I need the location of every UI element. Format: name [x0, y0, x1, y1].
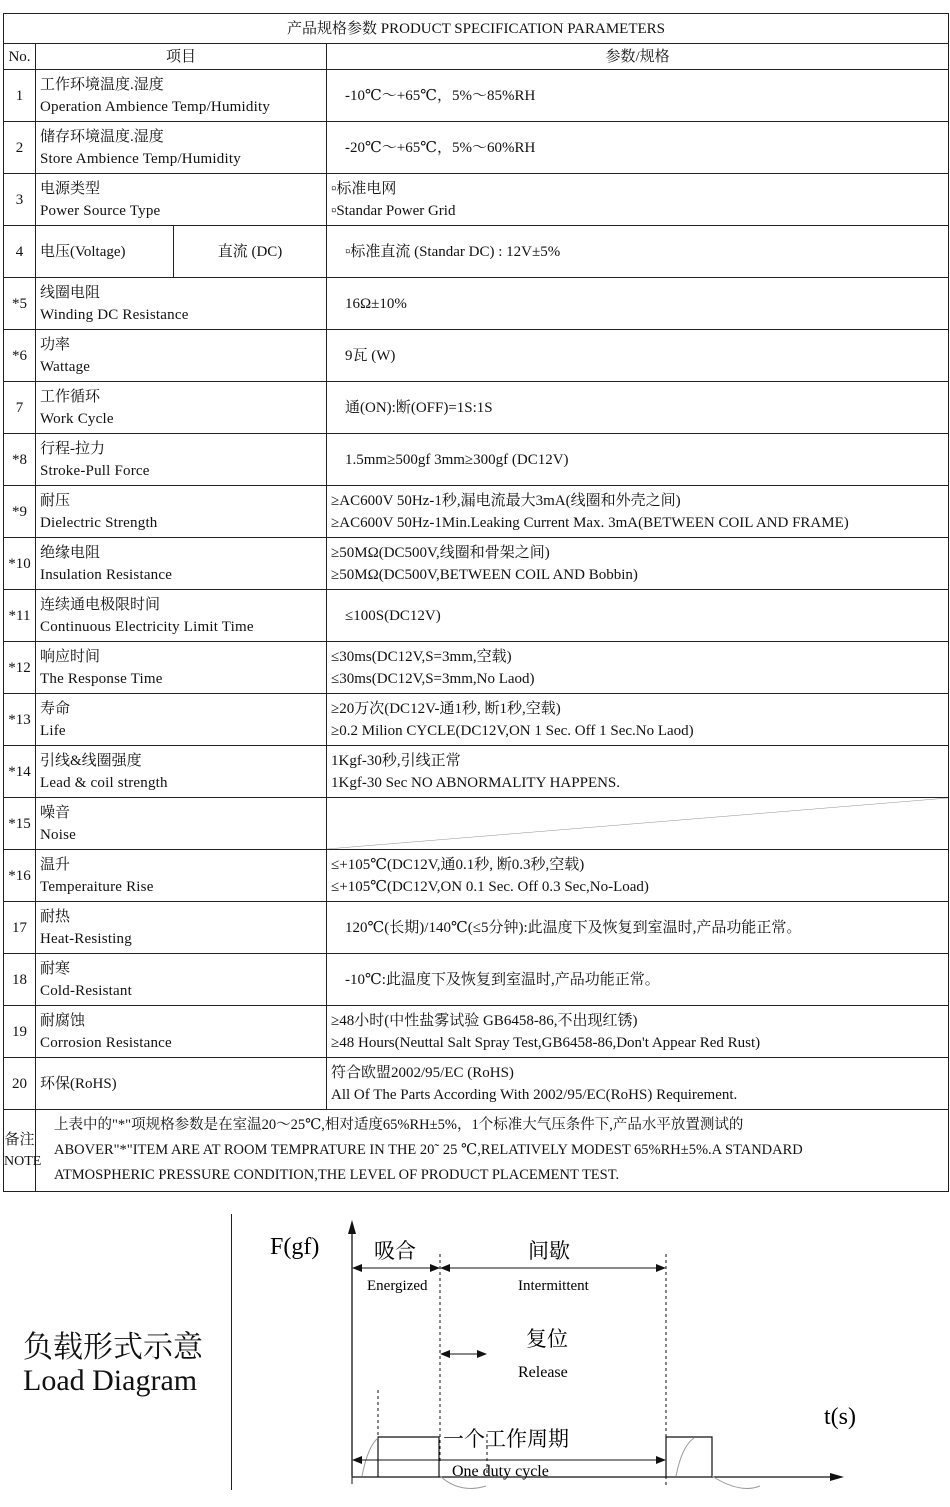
intermittent-en: Intermittent [518, 1278, 589, 1294]
row-spec-value [327, 382, 949, 434]
spec-line: ≥48 Hours(Neuttal Salt Spray Test,GB6458-86,Don't Appear Red Rust) [331, 1034, 761, 1051]
release-arrowhead-right [477, 1350, 487, 1358]
row-number: *12 [4, 642, 36, 694]
spec-line: ▫标准电网 [331, 180, 397, 197]
table-row [4, 486, 949, 538]
row-item [36, 486, 327, 538]
table-row [4, 330, 949, 382]
row-number: 20 [4, 1058, 36, 1110]
spec-line: ≥48小时(中性盐雾试验 GB6458-86,不出现红锈) [331, 1012, 638, 1029]
spec-line: 120℃(长期)/140℃(≤5分钟):此温度下及恢复到室温时,产品功能正常。 [345, 919, 802, 936]
item-name-en: Lead & coil strength [40, 774, 168, 791]
row-number: *15 [4, 798, 36, 850]
row-spec-value [327, 798, 949, 850]
item-name-zh: 工作环境温度.湿度 [40, 76, 164, 93]
intermittent-zh: 间歇 [528, 1239, 570, 1263]
table-header-row [4, 44, 949, 70]
intermittent-arrowhead-right [656, 1264, 666, 1272]
row-number: 17 [4, 902, 36, 954]
row-number: *14 [4, 746, 36, 798]
table-row [4, 174, 949, 226]
row-number: 1 [4, 70, 36, 122]
table-row [4, 382, 949, 434]
load-label-en: Load Diagram [23, 1364, 198, 1397]
table-row [4, 226, 949, 278]
empty-cell-slash [327, 798, 948, 849]
item-name-zh: 耐腐蚀 [40, 1012, 86, 1029]
spec-line: 符合欧盟2002/95/EC (RoHS) [331, 1064, 514, 1081]
row-item [36, 174, 327, 226]
spec-line: ▫Standar Power Grid [331, 202, 456, 219]
item-name-zh: 工作循环 [40, 388, 101, 405]
note-line: ABOVER"*"ITEM ARE AT ROOM TEMPRATURE IN THE 20˜ 25 ℃,RELATIVELY MODEST 65%RH±5%.A STANDARD [54, 1142, 803, 1158]
row-spec-value [327, 694, 949, 746]
row-item [36, 850, 327, 902]
row-item [36, 382, 327, 434]
row-spec-value [327, 174, 949, 226]
rise-curve-2 [676, 1438, 694, 1476]
spec-line: 1.5mm≥500gf 3mm≥300gf (DC12V) [345, 451, 569, 468]
note-label [4, 1110, 42, 1192]
item-name-en: Heat-Resisting [40, 930, 132, 947]
item-name-zh: 噪音 [40, 804, 71, 821]
row-item [36, 746, 327, 798]
item-name-zh: 电压(Voltage) [40, 243, 126, 260]
item-name-en: Stroke-Pull Force [40, 462, 150, 479]
row-spec-value [327, 434, 949, 486]
spec-line: ≤30ms(DC12V,S=3mm,No Laod) [331, 670, 535, 687]
table-row [4, 538, 949, 590]
note-text [36, 1110, 949, 1192]
row-item [36, 642, 327, 694]
table-row [4, 850, 949, 902]
cycle-zh: 一个工作周期 [443, 1427, 569, 1451]
row-item [36, 538, 327, 590]
x-axis-label: t(s) [824, 1404, 856, 1430]
spec-line: ≥20万次(DC12V-通1秒, 断1秒,空载) [331, 700, 561, 717]
item-name-zh: 连续通电极限时间 [40, 596, 161, 613]
item-name-en: Store Ambience Temp/Humidity [40, 150, 241, 167]
spec-line: ≤100S(DC12V) [345, 607, 441, 624]
table-row [4, 590, 949, 642]
table-row [4, 642, 949, 694]
item-name-zh: 行程-拉力 [40, 440, 105, 457]
row-number: *5 [4, 278, 36, 330]
row-item [36, 278, 327, 330]
row-number: 19 [4, 1006, 36, 1058]
note-label-en: NOTE [4, 1153, 42, 1169]
table-row [4, 1058, 949, 1110]
spec-table [3, 13, 949, 1192]
release-en: Release [518, 1364, 568, 1381]
cycle-en: One duty cycle [452, 1463, 549, 1480]
table-row [4, 70, 949, 122]
item-name-en: Winding DC Resistance [40, 306, 189, 323]
row-number: 2 [4, 122, 36, 174]
cycle-arrowhead-right [656, 1456, 666, 1464]
item-name-en: Wattage [40, 358, 91, 375]
item-name-zh: 绝缘电阻 [40, 544, 101, 561]
header-item: 项目 [36, 44, 327, 70]
release-arrowhead-left [440, 1350, 450, 1358]
row-spec-value [327, 590, 949, 642]
x-axis-arrow [830, 1473, 844, 1481]
item-name-zh: 环保(RoHS) [40, 1075, 117, 1092]
spec-line: 1Kgf-30秒,引线正常 [331, 752, 461, 769]
item-name-zh: 响应时间 [40, 648, 101, 665]
header-spec: 参数/规格 [327, 44, 949, 70]
y-axis-arrow [348, 1220, 356, 1234]
item-name-en: Continuous Electricity Limit Time [40, 618, 254, 635]
cycle-arrowhead-left [352, 1456, 362, 1464]
row-number: 18 [4, 954, 36, 1006]
row-item [36, 122, 327, 174]
load-label-zh: 负载形式示意 [23, 1331, 203, 1364]
table-row [4, 798, 949, 850]
spec-line: -10℃～+65℃，5%～85%RH [345, 87, 536, 104]
header-no: No. [4, 44, 36, 70]
row-item [36, 902, 327, 954]
row-spec-value [327, 746, 949, 798]
row-number: *11 [4, 590, 36, 642]
row-item [36, 798, 327, 850]
row-number: *9 [4, 486, 36, 538]
spec-line: 通(ON):断(OFF)=1S:1S [345, 399, 493, 416]
item-name-en: Noise [40, 826, 76, 843]
item-name-en: Corrosion Resistance [40, 1034, 172, 1051]
item-name-zh: 线圈电阻 [40, 284, 101, 301]
item-name-zh: 耐压 [40, 492, 71, 509]
load-diagram [0, 1214, 950, 1490]
row-spec-value [327, 278, 949, 330]
row-spec-value [327, 122, 949, 174]
row-spec-value [327, 642, 949, 694]
note-line: 上表中的"*"项规格参数是在室温20～25℃,相对适度65%RH±5%，1个标准大气压条件下,产品水平放置测试的 [54, 1117, 744, 1133]
table-row [4, 434, 949, 486]
spec-line: ≥50MΩ(DC500V,BETWEEN COIL AND Bobbin) [331, 566, 638, 583]
spec-line: -20℃～+65℃，5%～60%RH [345, 139, 536, 156]
item-name-en: Life [40, 722, 66, 739]
note-row [4, 1110, 949, 1192]
spec-line: 9瓦 (W) [345, 347, 396, 364]
rise-curve-1 [362, 1438, 378, 1476]
table-row [4, 1006, 949, 1058]
table-row [4, 122, 949, 174]
row-item [36, 954, 327, 1006]
row-number: *10 [4, 538, 36, 590]
item-name-en: Dielectric Strength [40, 514, 158, 531]
row-item [36, 434, 327, 486]
item-name-zh: 耐热 [40, 908, 71, 925]
item-sub: 直流 (DC) [174, 226, 327, 278]
row-spec-value [327, 1058, 949, 1110]
table-title: 产品规格参数 PRODUCT SPECIFICATION PARAMETERS [4, 14, 949, 44]
row-spec-value [327, 902, 949, 954]
item-name-zh: 功率 [40, 336, 71, 353]
spec-line: ≥50MΩ(DC500V,线圈和骨架之间) [331, 544, 550, 561]
energized-en: Energized [367, 1278, 428, 1294]
table-row [4, 694, 949, 746]
item-name-en: Insulation Resistance [40, 566, 173, 583]
table-row [4, 954, 949, 1006]
row-item [36, 590, 327, 642]
spec-line: ≤30ms(DC12V,S=3mm,空载) [331, 648, 512, 665]
row-spec-value [327, 954, 949, 1006]
note-line: ATMOSPHERIC PRESSURE CONDITION,THE LEVEL OF PRODUCT PLACEMENT TEST. [54, 1167, 620, 1183]
item-name-en: Work Cycle [40, 410, 114, 427]
intermittent-arrowhead-left [440, 1264, 450, 1272]
item-name-en: The Response Time [40, 670, 163, 687]
row-spec-value [327, 1006, 949, 1058]
row-number: 7 [4, 382, 36, 434]
row-item [36, 330, 327, 382]
y-axis-label: F(gf) [270, 1234, 320, 1260]
item-name-en: Power Source Type [40, 202, 161, 219]
row-number: 4 [4, 226, 36, 278]
table-row [4, 278, 949, 330]
row-spec-value [327, 850, 949, 902]
row-number: *16 [4, 850, 36, 902]
note-label-zh: 备注 [4, 1131, 35, 1148]
spec-line: ▫标准直流 (Standar DC) : 12V±5% [345, 243, 561, 260]
release-zh: 复位 [526, 1327, 568, 1351]
spec-line: ≤+105℃(DC12V,通0.1秒, 断0.3秒,空载) [331, 856, 585, 873]
fall-curve-2 [712, 1476, 760, 1488]
row-number: 3 [4, 174, 36, 226]
spec-line: ≥AC600V 50Hz-1Min.Leaking Current Max. 3mA(BETWEEN COIL AND FRAME) [331, 514, 849, 531]
item-name-zh: 引线&线圈强度 [40, 752, 142, 769]
table-row [4, 746, 949, 798]
item-name-zh: 储存环境温度.湿度 [40, 128, 164, 145]
row-spec-value [327, 226, 949, 278]
spec-line: All Of The Parts According With 2002/95/EC(RoHS) Requirement. [331, 1086, 738, 1103]
item-name-en: Temperaiture Rise [40, 878, 154, 895]
row-item [36, 694, 327, 746]
row-number: *8 [4, 434, 36, 486]
item-name-en: Cold-Resistant [40, 982, 132, 999]
row-spec-value [327, 330, 949, 382]
spec-line: 1Kgf-30 Sec NO ABNORMALITY HAPPENS. [331, 774, 621, 791]
item-name-zh: 耐寒 [40, 960, 71, 977]
row-spec-value [327, 70, 949, 122]
pulse-1 [378, 1437, 439, 1477]
spec-line: ≤+105℃(DC12V,ON 0.1 Sec. Off 0.3 Sec,No-Load) [331, 878, 649, 895]
item-name-zh: 寿命 [40, 700, 71, 717]
row-number: *13 [4, 694, 36, 746]
row-item [36, 70, 327, 122]
row-item [36, 226, 174, 278]
row-number: *6 [4, 330, 36, 382]
item-name-zh: 温升 [40, 856, 71, 873]
spec-line: ≥AC600V 50Hz-1秒,漏电流最大3mA(线圈和外壳之间) [331, 492, 681, 509]
table-title-row [4, 14, 949, 44]
spec-line: ≥0.2 Milion CYCLE(DC12V,ON 1 Sec. Off 1 Sec.No Laod) [331, 722, 694, 739]
item-name-zh: 电源类型 [40, 180, 101, 197]
row-spec-value [327, 486, 949, 538]
spec-line: 16Ω±10% [345, 295, 407, 312]
item-name-en: Operation Ambience Temp/Humidity [40, 98, 271, 115]
spec-line: -10℃:此温度下及恢复到室温时,产品功能正常。 [345, 971, 660, 988]
row-item [36, 1058, 327, 1110]
energized-arrowhead-left [352, 1264, 362, 1272]
row-item [36, 1006, 327, 1058]
energized-arrowhead-right [430, 1264, 440, 1272]
table-row [4, 902, 949, 954]
energized-zh: 吸合 [374, 1239, 416, 1263]
row-spec-value [327, 538, 949, 590]
